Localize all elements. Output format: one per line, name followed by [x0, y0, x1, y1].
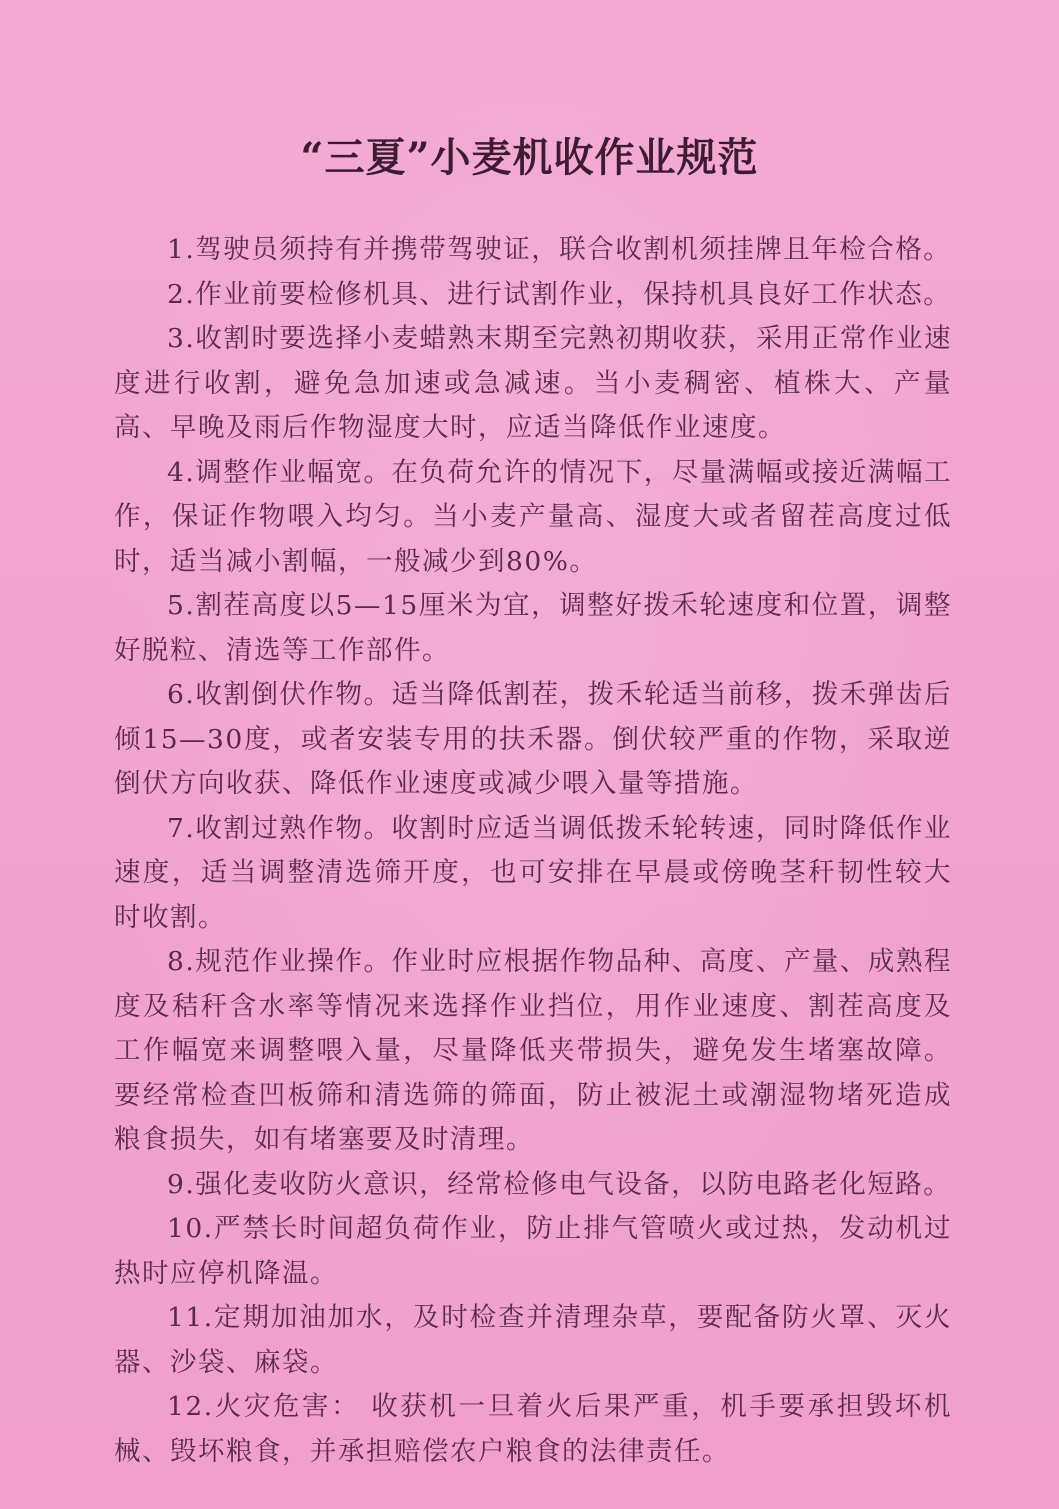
regulation-item-11: 11.定期加油加水，及时检查并清理杂草，要配备防火罩、灭火器、沙袋、麻袋。 — [114, 1302, 952, 1378]
regulation-item-10: 10.严禁长时间超负荷作业，防止排气管喷火或过热，发动机过热时应停机降温。 — [114, 1213, 952, 1289]
regulation-item-8: 8.规范作业操作。作业时应根据作物品种、高度、产量、成熟程度及秸秆含水率等情况来选择作业挡位，用作业速度、割茬高度及工作幅宽来调整喂入量，尽量降低夹带损失，避免发生堵塞故障。要经常检查凹板筛和清选筛的筛面，防止被泥土或潮湿物堵死造成粮食损失，如有堵塞要及时清理。 — [114, 946, 952, 1155]
regulation-item-9: 9.强化麦收防火意识，经常检修电气设备，以防电路老化短路。 — [167, 1168, 952, 1200]
regulation-item-7: 7.收割过熟作物。收割时应适当调低拨禾轮转速，同时降低作业速度，适当调整清选筛开度，也可安排在早晨或傍晚茎秆韧性较大时收割。 — [114, 812, 952, 933]
regulation-item-2: 2.作业前要检修机具、进行试割作业，保持机具良好工作状态。 — [167, 278, 952, 310]
regulation-item-5: 5.割茬高度以5—15厘米为宜，调整好拨禾轮速度和位置，调整好脱粒、清选等工作部件。 — [114, 590, 952, 666]
document-body — [114, 228, 952, 1474]
document-title: “三夏”小麦机收作业规范 — [300, 134, 759, 181]
regulation-item-6: 6.收割倒伏作物。适当降低割茬，拨禾轮适当前移，拨禾弹齿后倾15—30度，或者安装专用的扶禾器。倒伏较严重的作物，采取逆倒伏方向收获、降低作业速度或减少喂入量等措施。 — [114, 679, 952, 799]
regulation-item-12: 12.火灾危害： 收获机一旦着火后果严重，机手要承担毁坏机械、毁坏粮食，并承担赔偿农户粮食的法律责任。 — [114, 1391, 952, 1467]
regulation-item-4: 4.调整作业幅宽。在负荷允许的情况下，尽量满幅或接近满幅工作，保证作物喂入均匀。当小麦产量高、湿度大或者留茬高度过低时，适当减小割幅，一般减少到80%。 — [114, 456, 952, 577]
regulation-item-3: 3.收割时要选择小麦蜡熟末期至完熟初期收获，采用正常作业速度进行收割，避免急加速或急减速。当小麦稠密、植株大、产量高、早晚及雨后作物湿度大时，应适当降低作业速度。 — [114, 323, 952, 443]
regulation-item-1: 1.驾驶员须持有并携带驾驶证，联合收割机须挂牌且年检合格。 — [167, 234, 952, 265]
